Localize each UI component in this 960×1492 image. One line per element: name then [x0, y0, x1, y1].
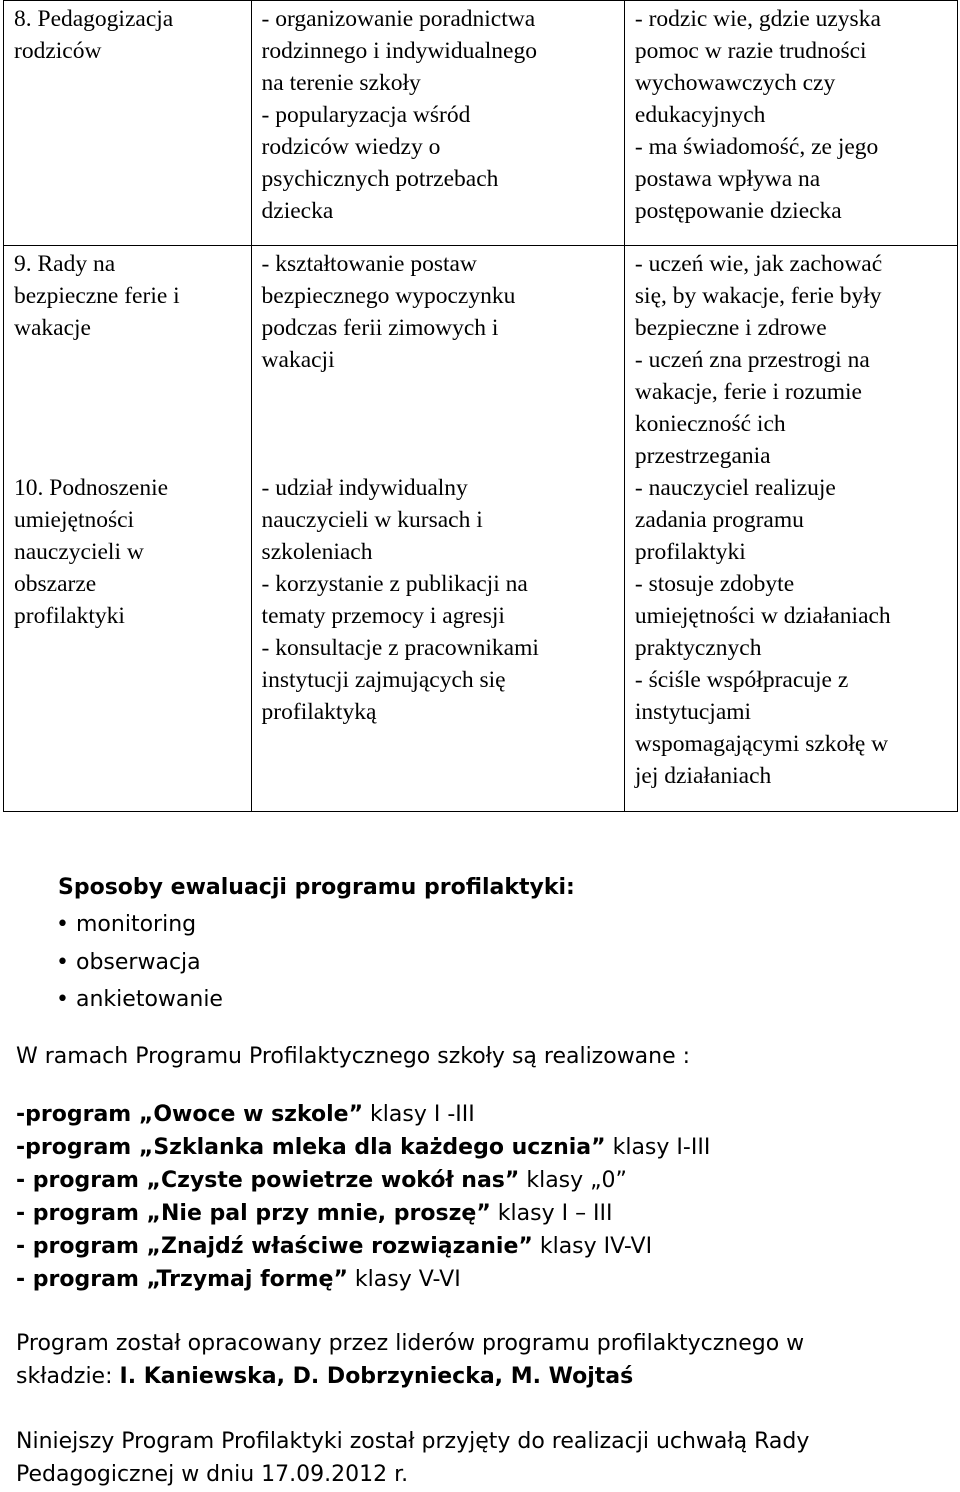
tasks-cell: [251, 246, 624, 812]
program-name: „Szklanka mleka dla każdego ucznia”: [138, 1135, 606, 1160]
cell-line: instytucji zajmujących się: [261, 667, 506, 693]
list-item: [16, 1263, 710, 1296]
program-classes: klasy I – III: [490, 1201, 613, 1226]
authors-paragraph: [16, 1327, 946, 1393]
effects-cell: [624, 246, 957, 812]
program-classes: klasy „0”: [519, 1168, 627, 1193]
cell-line: przestrzegania: [634, 443, 771, 469]
cell-line: psychicznych potrzebach: [261, 166, 499, 192]
cell-line: - nauczyciel realizuje: [634, 475, 836, 501]
adoption-paragraph: [16, 1425, 946, 1491]
cell-line: - konsultacje z pracownikami: [261, 635, 539, 661]
cell-line: 8. Pedagogizacja: [14, 6, 174, 32]
list-item: [56, 981, 223, 1019]
cell-line: konieczność ich: [634, 411, 786, 437]
program-classes: klasy I-III: [605, 1135, 711, 1160]
list-item: [56, 906, 223, 944]
line-gap: [14, 408, 241, 440]
cell-line: dziecka: [261, 198, 334, 224]
cell-line: praktycznych: [634, 635, 762, 661]
cell-line: 9. Rady na: [14, 251, 116, 277]
cell-line: - stosuje zdobyte: [634, 571, 795, 597]
program-name: „Trzymaj formę”: [146, 1267, 348, 1292]
cell-line: się, by wakacje, ferie były: [634, 283, 882, 309]
cell-line: nauczycieli w: [14, 539, 144, 565]
program-prefix: -program: [16, 1102, 139, 1127]
list-item-label: monitoring: [76, 912, 197, 937]
cell-line: wakacje: [14, 315, 91, 341]
cell-line: profilaktyki: [14, 603, 125, 629]
evaluation-title: Sposoby ewaluacji programu profilaktyki:: [58, 875, 575, 900]
adoption-line: Niniejszy Program Profilaktyki został przyjęty do realizacji uchwałą Rady: [16, 1429, 810, 1454]
tasks-cell: [251, 1, 624, 246]
topic-cell: [4, 246, 252, 812]
program-classes: klasy I -III: [363, 1102, 475, 1127]
program-name: „Owoce w szkole”: [138, 1102, 364, 1127]
program-table: [3, 0, 958, 812]
program-name: „Czyste powietrze wokół nas”: [146, 1168, 520, 1193]
line-gap: [14, 344, 241, 376]
program-prefix: - program: [16, 1234, 147, 1259]
cell-line: szkoleniach: [261, 539, 373, 565]
cell-line: edukacyjnych: [634, 102, 766, 128]
effects-cell: [624, 1, 957, 246]
cell-line: zadania programu: [634, 507, 804, 533]
list-item: [16, 1131, 710, 1164]
cell-line: umiejętności w działaniach: [634, 603, 891, 629]
cell-line: na terenie szkoły: [261, 70, 421, 96]
line-gap: [262, 440, 614, 472]
cell-line: profilaktyki: [634, 539, 746, 565]
bullet-icon: •: [56, 987, 69, 1012]
cell-line: rodziców: [14, 38, 102, 64]
cell-line: instytucjami: [634, 699, 752, 725]
cell-line: - ściśle współpracuje z: [634, 667, 849, 693]
program-prefix: - program: [16, 1267, 147, 1292]
list-item-label: ankietowanie: [76, 987, 223, 1012]
programs-intro: W ramach Programu Profilaktycznego szkoły są realizowane :: [16, 1044, 691, 1069]
table-row: [4, 246, 958, 812]
list-item: [16, 1230, 710, 1263]
list-item: [16, 1164, 710, 1197]
list-item-label: obserwacja: [76, 949, 201, 975]
cell-line: bezpieczne ferie i: [14, 283, 180, 309]
program-prefix: - program: [16, 1201, 147, 1226]
cell-line: nauczycieli w kursach i: [261, 507, 483, 533]
cell-line: - organizowanie poradnictwa: [261, 6, 536, 32]
program-name: „Nie pal przy mnie, proszę”: [146, 1201, 491, 1226]
program-prefix: - program: [16, 1168, 147, 1193]
authors-line: [16, 1360, 946, 1393]
cell-line: wychowawczych czy: [634, 70, 836, 96]
cell-line: - popularyzacja wśród: [261, 102, 471, 128]
cell-line: postępowanie dziecka: [634, 198, 842, 224]
cell-line: postawa wpływa na: [634, 166, 821, 192]
list-item: [16, 1197, 710, 1230]
programs-list: [16, 1098, 710, 1296]
cell-line: obszarze: [14, 571, 97, 597]
program-classes: klasy V-VI: [347, 1267, 461, 1292]
cell-line: - ma świadomość, ze jego: [634, 134, 879, 160]
line-gap: [262, 376, 614, 408]
cell-line: - korzystanie z publikacji na: [261, 571, 528, 597]
cell-line: tematy przemocy i agresji: [261, 603, 505, 629]
line-gap: [14, 376, 241, 408]
topic-cell: [4, 1, 252, 246]
cell-line: - rodzic wie, gdzie uzyska: [634, 6, 881, 32]
cell-line: profilaktyką: [261, 699, 377, 725]
cell-line: podczas ferii zimowych i: [261, 315, 499, 341]
cell-line: rodzinnego i indywidualnego: [261, 38, 537, 64]
cell-line: jej działaniach: [634, 763, 772, 789]
authors-line: Program został opracowany przez liderów programu profilaktycznego w: [16, 1331, 805, 1356]
cell-line: bezpiecznego wypoczynku: [261, 283, 516, 309]
cell-line: wakacje, ferie i rozumie: [634, 379, 862, 405]
program-classes: klasy IV-VI: [532, 1234, 653, 1259]
adoption-line: Pedagogicznej w dniu 17.09.2012 r.: [16, 1462, 409, 1487]
line-gap: [14, 440, 241, 472]
cell-line: bezpieczne i zdrowe: [634, 315, 827, 341]
cell-line: umiejętności: [14, 507, 135, 533]
table-row: [4, 1, 958, 246]
authors-names: I. Kaniewska, D. Dobrzyniecka, M. Wojtaś: [119, 1364, 634, 1389]
cell-line: - kształtowanie postaw: [261, 251, 477, 277]
cell-line: pomoc w razie trudności: [634, 38, 867, 64]
cell-line: wakacji: [261, 347, 335, 373]
list-item: [56, 944, 223, 982]
authors-prefix: składzie:: [16, 1364, 120, 1389]
cell-line: 10. Podnoszenie: [14, 475, 169, 501]
program-prefix: -program: [16, 1135, 139, 1160]
cell-line: - udział indywidualny: [261, 475, 468, 501]
line-gap: [262, 408, 614, 440]
bullet-icon: •: [56, 949, 69, 975]
evaluation-list: [56, 906, 223, 1019]
cell-line: wspomagającymi szkołę w: [634, 731, 889, 757]
program-name: „Znajdź właściwe rozwiązanie”: [146, 1234, 533, 1259]
cell-line: - uczeń zna przestrogi na: [634, 347, 870, 373]
cell-line: rodziców wiedzy o: [261, 134, 441, 160]
cell-line: - uczeń wie, jak zachować: [634, 251, 883, 277]
list-item: [16, 1098, 710, 1131]
bullet-icon: •: [56, 912, 69, 937]
